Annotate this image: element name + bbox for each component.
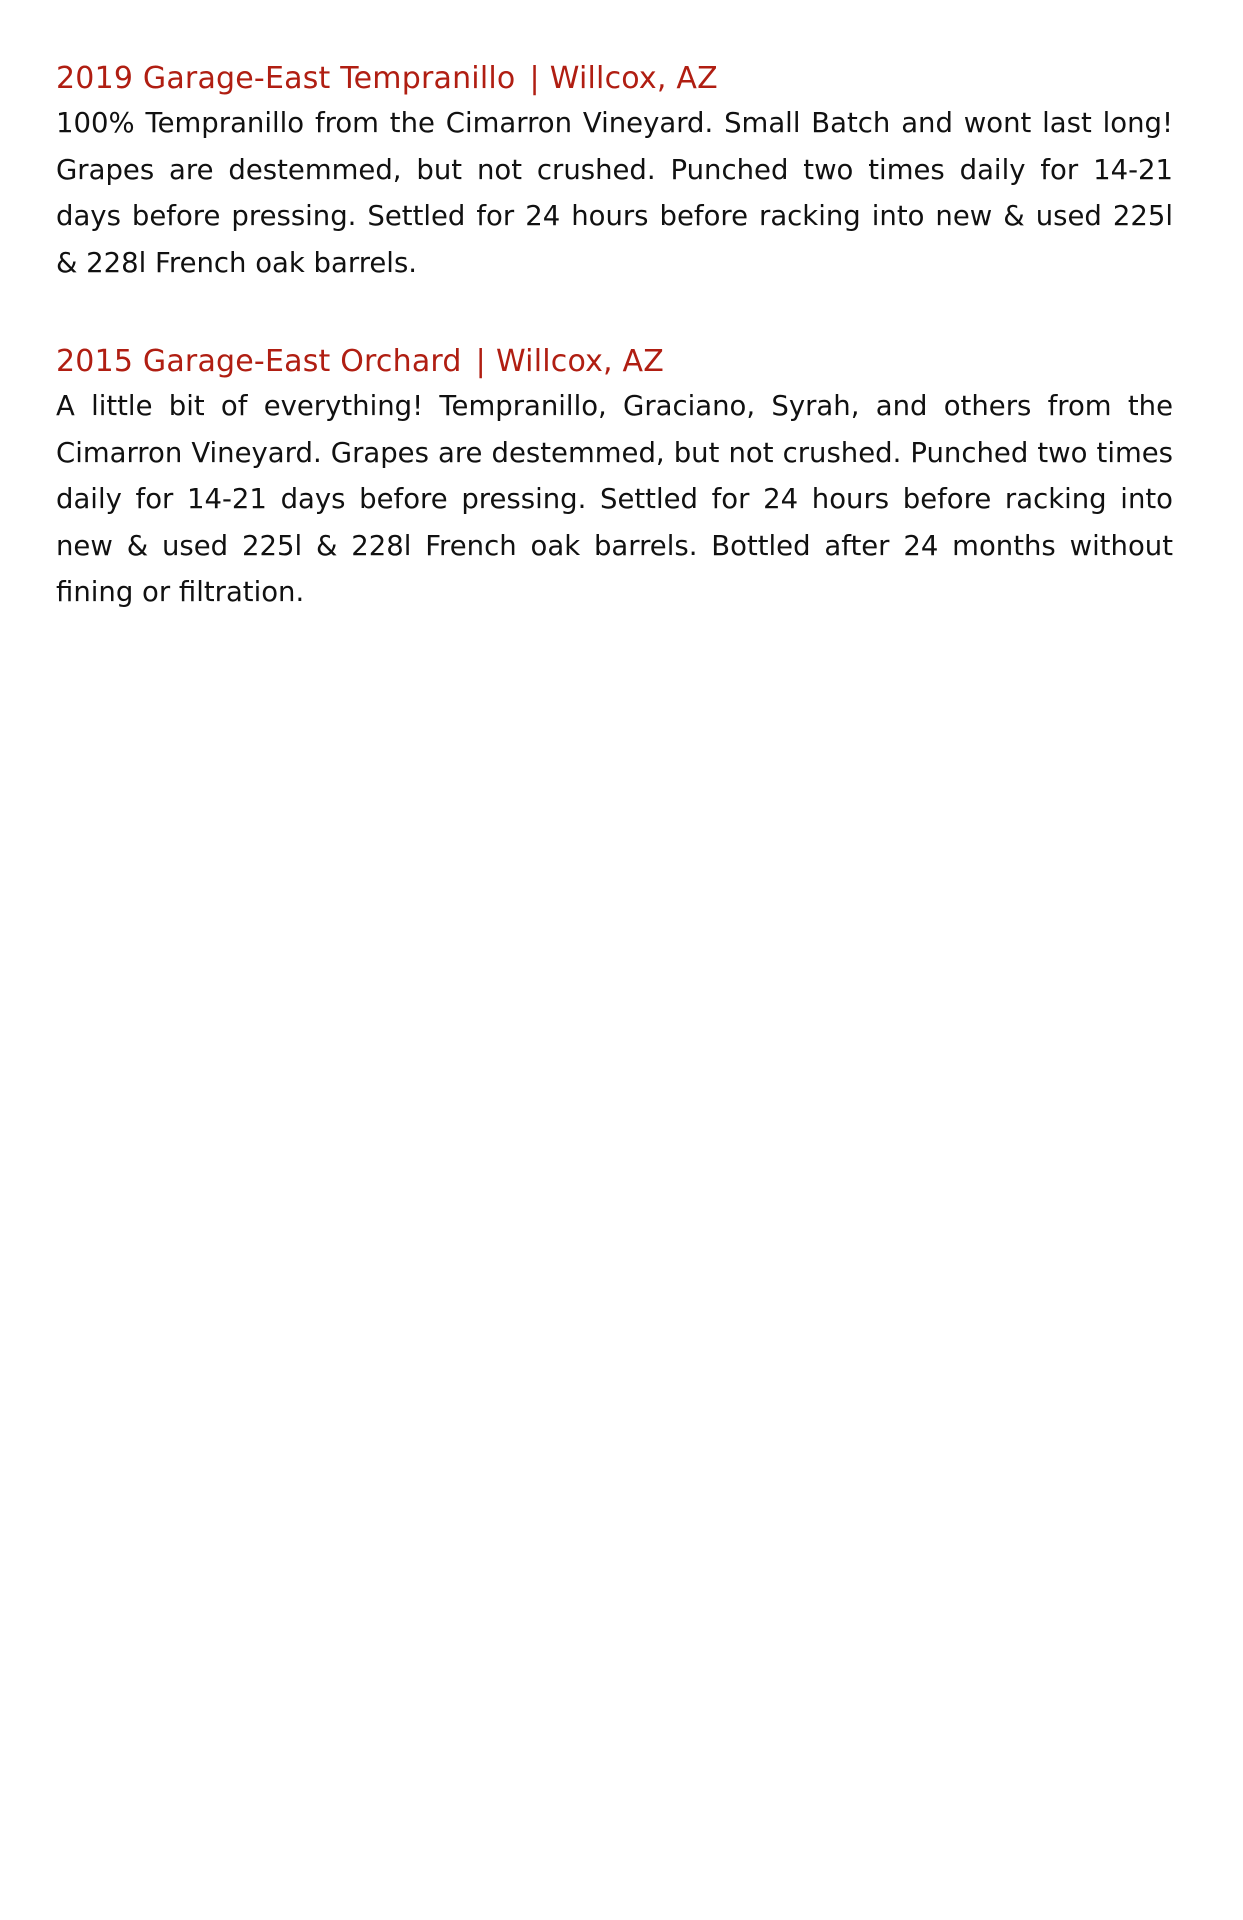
wine-name: 2019 Garage-East Tempranillo (56, 61, 516, 96)
wine-location: Willcox, AZ (549, 61, 718, 96)
wine-location: Willcox, AZ (495, 344, 665, 379)
wine-name: 2015 Garage-East Orchard (56, 344, 462, 379)
wine-heading (56, 58, 1173, 100)
wine-description: A little bit of everything! Tempranillo, Graciano, Syrah, and others from the Cimarron Vineyard. Grapes are destemmed, but not crushed. Punched two times daily for 14-21 days before pressing. Settled for 24 hours before racking into new & used 225l & 228l French oak barrels. Bottled after 24 months without fining or filtration. (56, 390, 1173, 608)
wine-description: 100% Tempranillo from the Cimarron Vineyard. Small Batch and wont last long! Grapes are destemmed, but not crushed. Punched two times daily for 14-21 days before pressing. Settled for 24 hours before racking into new & used 225l & 228l French oak barrels. (56, 107, 1173, 279)
heading-separator: | (475, 344, 486, 379)
heading-separator: | (529, 61, 540, 96)
wine-entry-orchard (56, 341, 1173, 616)
wine-heading (56, 341, 1173, 383)
wine-entry-tempranillo (56, 58, 1173, 286)
